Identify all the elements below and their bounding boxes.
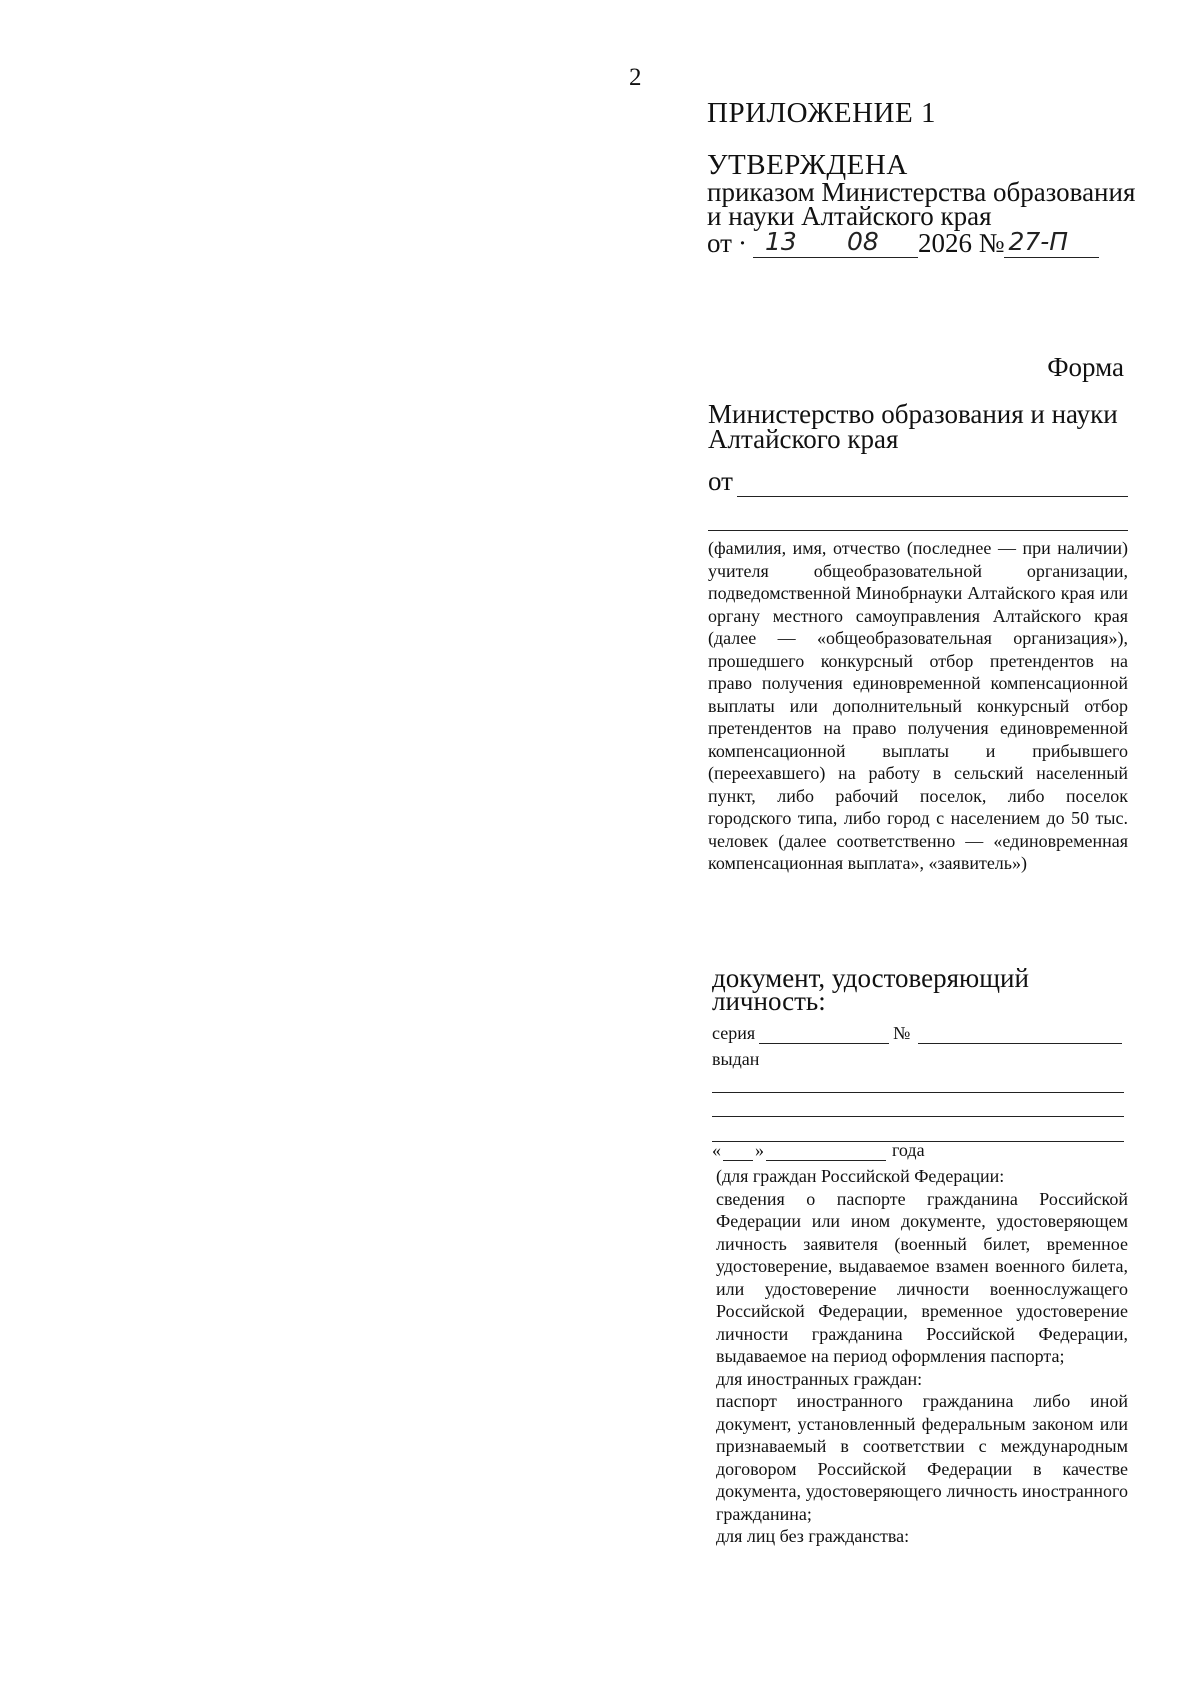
issue-month-line[interactable] <box>766 1144 886 1161</box>
date-close-quote: » <box>755 1140 764 1160</box>
approved-text: приказом Министерства образования и науки Алтайского края <box>707 177 1136 231</box>
order-year-no: 2026 № <box>917 228 1005 258</box>
identity-info-block <box>716 1165 1128 1548</box>
from-input-line[interactable] <box>737 472 1128 497</box>
info-paragraph: для лиц без гражданства: <box>716 1526 910 1546</box>
year-label: года <box>892 1140 925 1160</box>
number-input-line[interactable] <box>918 1025 1122 1044</box>
number-label: № <box>893 1023 911 1043</box>
from-label: от <box>708 466 733 496</box>
order-line: от · 13 08 2026 № 27-П <box>707 228 1147 258</box>
info-paragraph: (для граждан Российской Федерации: <box>716 1166 1005 1186</box>
order-number: 27-П <box>1008 227 1069 256</box>
issue-date-row <box>712 1140 925 1161</box>
order-month-field <box>843 227 898 258</box>
issued-line-2[interactable] <box>712 1115 1124 1117</box>
appendix-title: ПРИЛОЖЕНИЕ 1 <box>707 97 936 129</box>
info-paragraph: для иностранных граждан: <box>716 1368 923 1389</box>
order-day-field <box>753 227 815 258</box>
order-number-field <box>1004 227 1099 258</box>
form-label: Форма <box>1047 352 1124 382</box>
series-label: серия <box>712 1023 756 1043</box>
series-row <box>712 1023 1122 1044</box>
issued-line-1[interactable] <box>712 1091 1124 1093</box>
issue-day-line[interactable] <box>723 1144 753 1161</box>
issued-label: выдан <box>712 1049 760 1069</box>
order-day: 13 <box>764 227 797 256</box>
info-paragraph: паспорт иностранного гражданина либо иной документ, установленный федеральным законом или признаваемый в соответствии с международным договором Российской Федерации в качестве документа, удостоверяющего личность иностранного гражданина; <box>716 1391 1128 1524</box>
order-prefix: от <box>707 228 732 258</box>
info-paragraph: сведения о паспорте гражданина Российской Федерации или ином документе, удостоверяющем личность заявителя (военный билет, временное удостоверение, выдаваемое взамен военного билета, или удостоверение личности военнослужащего Российской Федерации, временное удостоверение личности гражданина Российской Федерации, выдаваемое на период оформления паспорта; <box>716 1188 1128 1366</box>
applicant-name-line[interactable] <box>708 529 1128 531</box>
appendix-block <box>707 97 1147 258</box>
identity-heading: документ, удостоверяющий личность: <box>712 963 1029 1016</box>
series-input-line[interactable] <box>759 1025 889 1044</box>
applicant-note: (фамилия, имя, отчество (последнее — при наличии) учителя общеобразовательной организации, подведомственной Минобрнауки Алтайского края или органу местного самоуправления Алтайского края (далее — «общеобразовательная организация»), прошедшего конкурсный отбор претендентов на право получения единовременной компенсационной выплаты или дополнительный конкурсный отбор претендентов на право получения единовременной компенсационной выплаты и прибывшего (переехавшего) на работу в сельский населенный пункт, либо рабочий поселок, либо поселок городского типа, либо город с населением до 50 тыс. человек (далее соответственно — «единовременная компенсационная выплата», «заявитель») <box>708 538 1128 873</box>
from-row <box>708 466 1128 497</box>
ministry-block <box>708 399 1128 875</box>
page-number: 2 <box>629 64 642 91</box>
ministry-addressee: Министерство образования и науки Алтайского края <box>708 399 1118 454</box>
approved-title: УТВЕРЖДЕНА <box>707 149 908 181</box>
order-month: 08 <box>846 227 879 256</box>
date-open-quote: « <box>712 1140 721 1160</box>
